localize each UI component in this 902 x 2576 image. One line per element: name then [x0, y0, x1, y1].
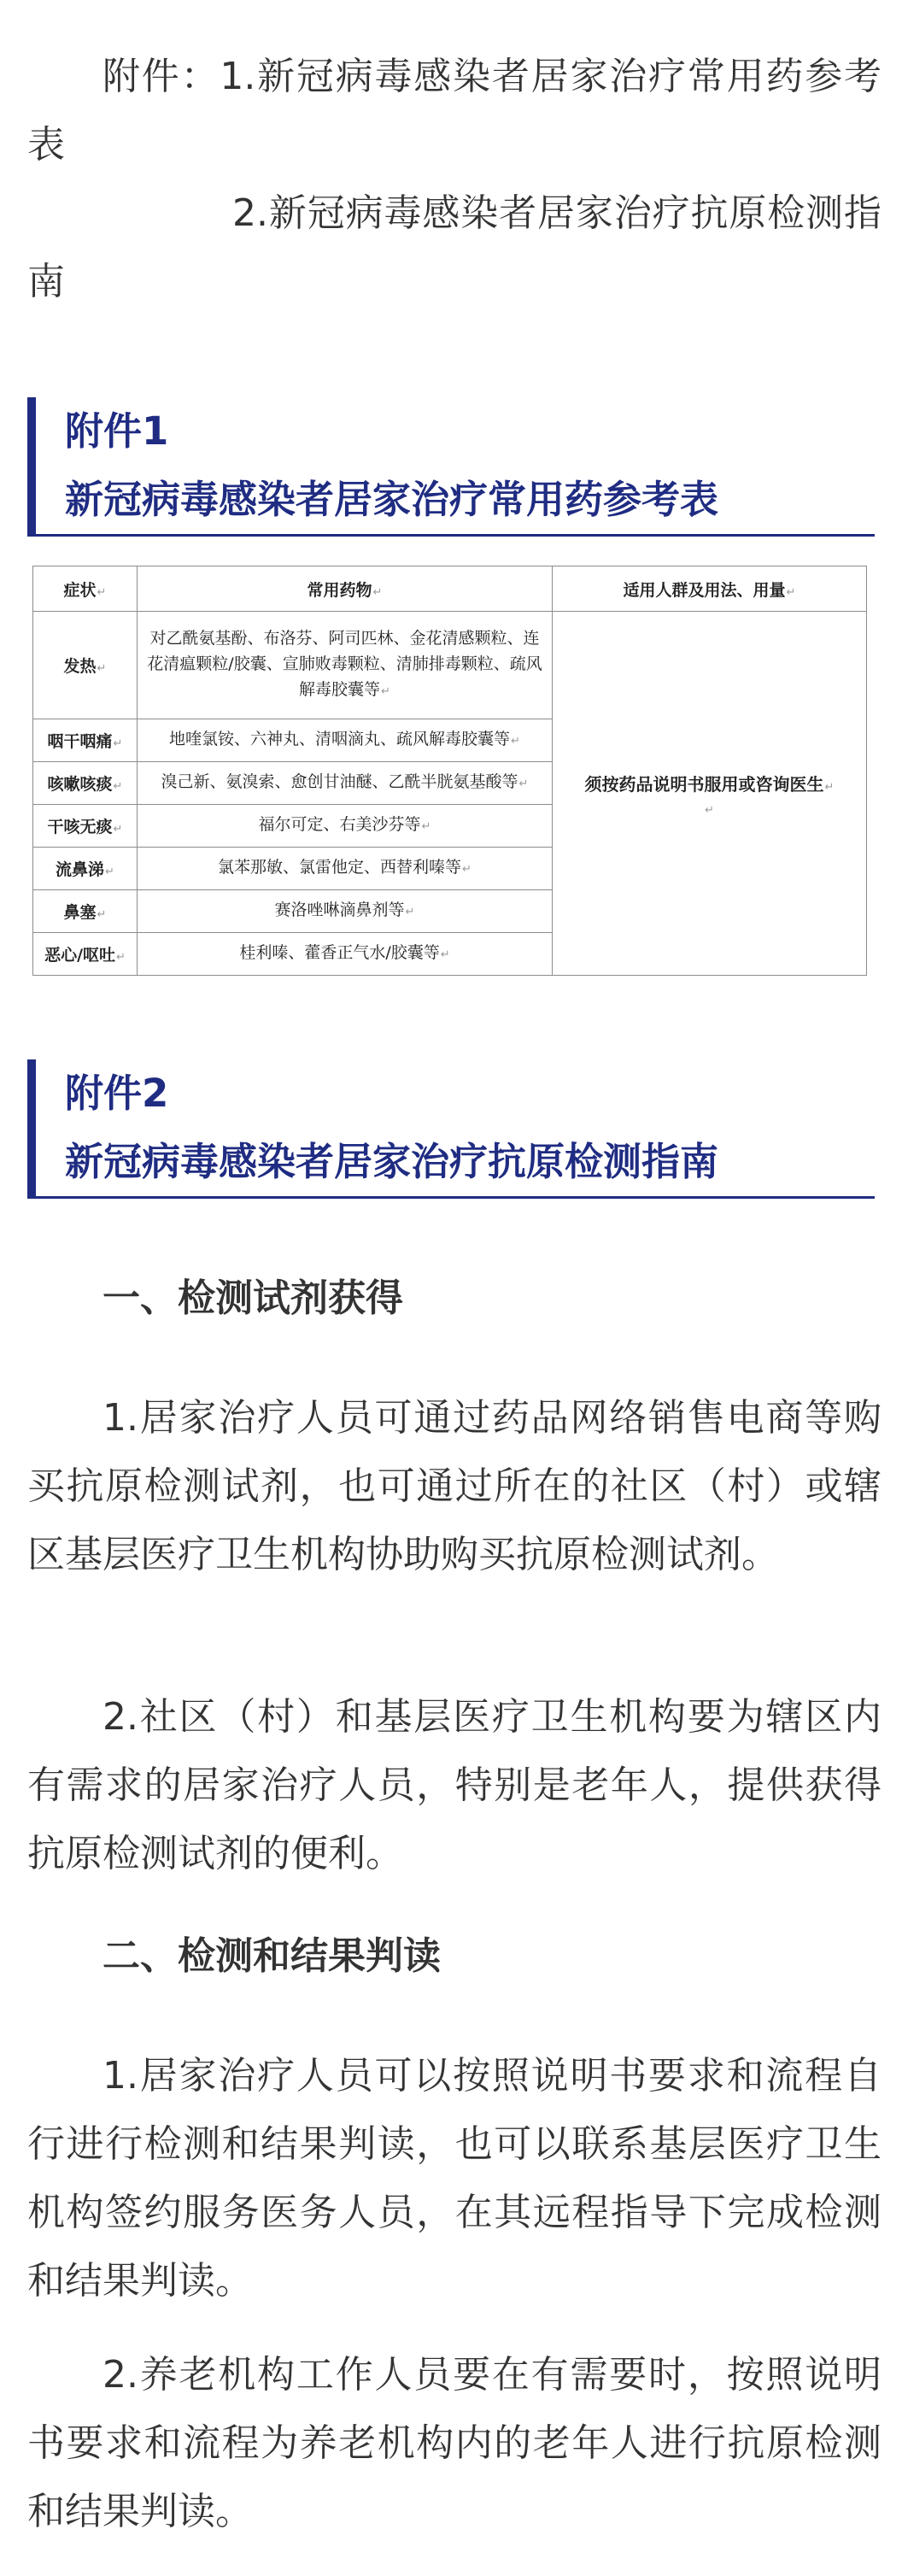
table-row — [33, 612, 867, 719]
row-meds: 溴己新、氨溴索、愈创甘油醚、乙酰半胱氨基酸等↵ — [138, 762, 553, 805]
row-meds: 福尔可定、右美沙芬等↵ — [138, 805, 553, 848]
annex1-title: 新冠病毒感染者居家治疗常用药参考表 — [65, 477, 719, 522]
attachment-line-2: 2.新冠病毒感染者居家治疗抗原检测指南 — [27, 191, 882, 303]
section1-title: 一、检测试剂获得 — [102, 1276, 403, 1320]
section2-paragraph-1: 1.居家治疗人员可以按照说明书要求和流程自行进行检测和结果判读，也可以联系基层医疗卫生机构签约服务医务人员，在其远程指导下完成检测和结果判读。 — [27, 2054, 882, 2303]
annex2-title: 新冠病毒感染者居家治疗抗原检测指南 — [65, 1139, 719, 1184]
row-symptom: 发热↵ — [33, 612, 138, 719]
row-symptom: 恶心/呕吐↵ — [33, 933, 138, 976]
section2-paragraph-2: 2.养老机构工作人员要在有需要时，按照说明书要求和流程为养老机构内的老年人进行抗原检测和结果判读。 — [27, 2353, 882, 2533]
row-meds: 地喹氯铵、六神丸、清咽滴丸、疏风解毒胶囊等↵ — [138, 719, 553, 762]
header-usage: 适用人群及用法、用量↵ — [553, 566, 867, 612]
header-symptom: 症状↵ — [33, 566, 138, 612]
row-symptom: 鼻塞↵ — [33, 890, 138, 933]
medicine-table — [32, 566, 867, 976]
row-symptom: 咳嗽咳痰↵ — [33, 762, 138, 805]
annex2-label: 附件2 — [65, 1071, 169, 1116]
section1-paragraph-2: 2.社区（村）和基层医疗卫生机构要为辖区内有需求的居家治疗人员，特别是老年人，提供获得抗原检测试剂的便利。 — [27, 1695, 882, 1875]
row-symptom: 干咳无痰↵ — [33, 805, 138, 848]
section1-paragraph-1: 1.居家治疗人员可通过药品网络销售电商等购买抗原检测试剂，也可通过所在的社区（村）或辖区基层医疗卫生机构协助购买抗原检测试剂。 — [27, 1396, 882, 1576]
row-meds: 桂利嗪、藿香正气水/胶囊等↵ — [138, 933, 553, 976]
header-meds: 常用药物↵ — [138, 566, 553, 612]
row-symptom: 流鼻涕↵ — [33, 848, 138, 890]
table-header-row — [33, 566, 867, 612]
annex1-label: 附件1 — [65, 408, 169, 454]
row-symptom: 咽干咽痛↵ — [33, 719, 138, 762]
annex1-heading — [27, 397, 875, 537]
row-meds: 对乙酰氨基酚、布洛芬、阿司匹林、金花清感颗粒、连花清瘟颗粒/胶囊、宣肺败毒颗粒、清肺排毒颗粒、疏风解毒胶囊等↵ — [138, 612, 553, 719]
attachment-line-1: 附件：1.新冠病毒感染者居家治疗常用药参考表 — [27, 55, 882, 167]
usage-cell: 须按药品说明书服用或咨询医生↵ ↵ — [553, 612, 867, 976]
section2-title: 二、检测和结果判读 — [102, 1934, 441, 1978]
row-meds: 氯苯那敏、氯雷他定、西替利嗪等↵ — [138, 848, 553, 890]
annex2-heading — [27, 1059, 875, 1199]
row-meds: 赛洛唑啉滴鼻剂等↵ — [138, 890, 553, 933]
